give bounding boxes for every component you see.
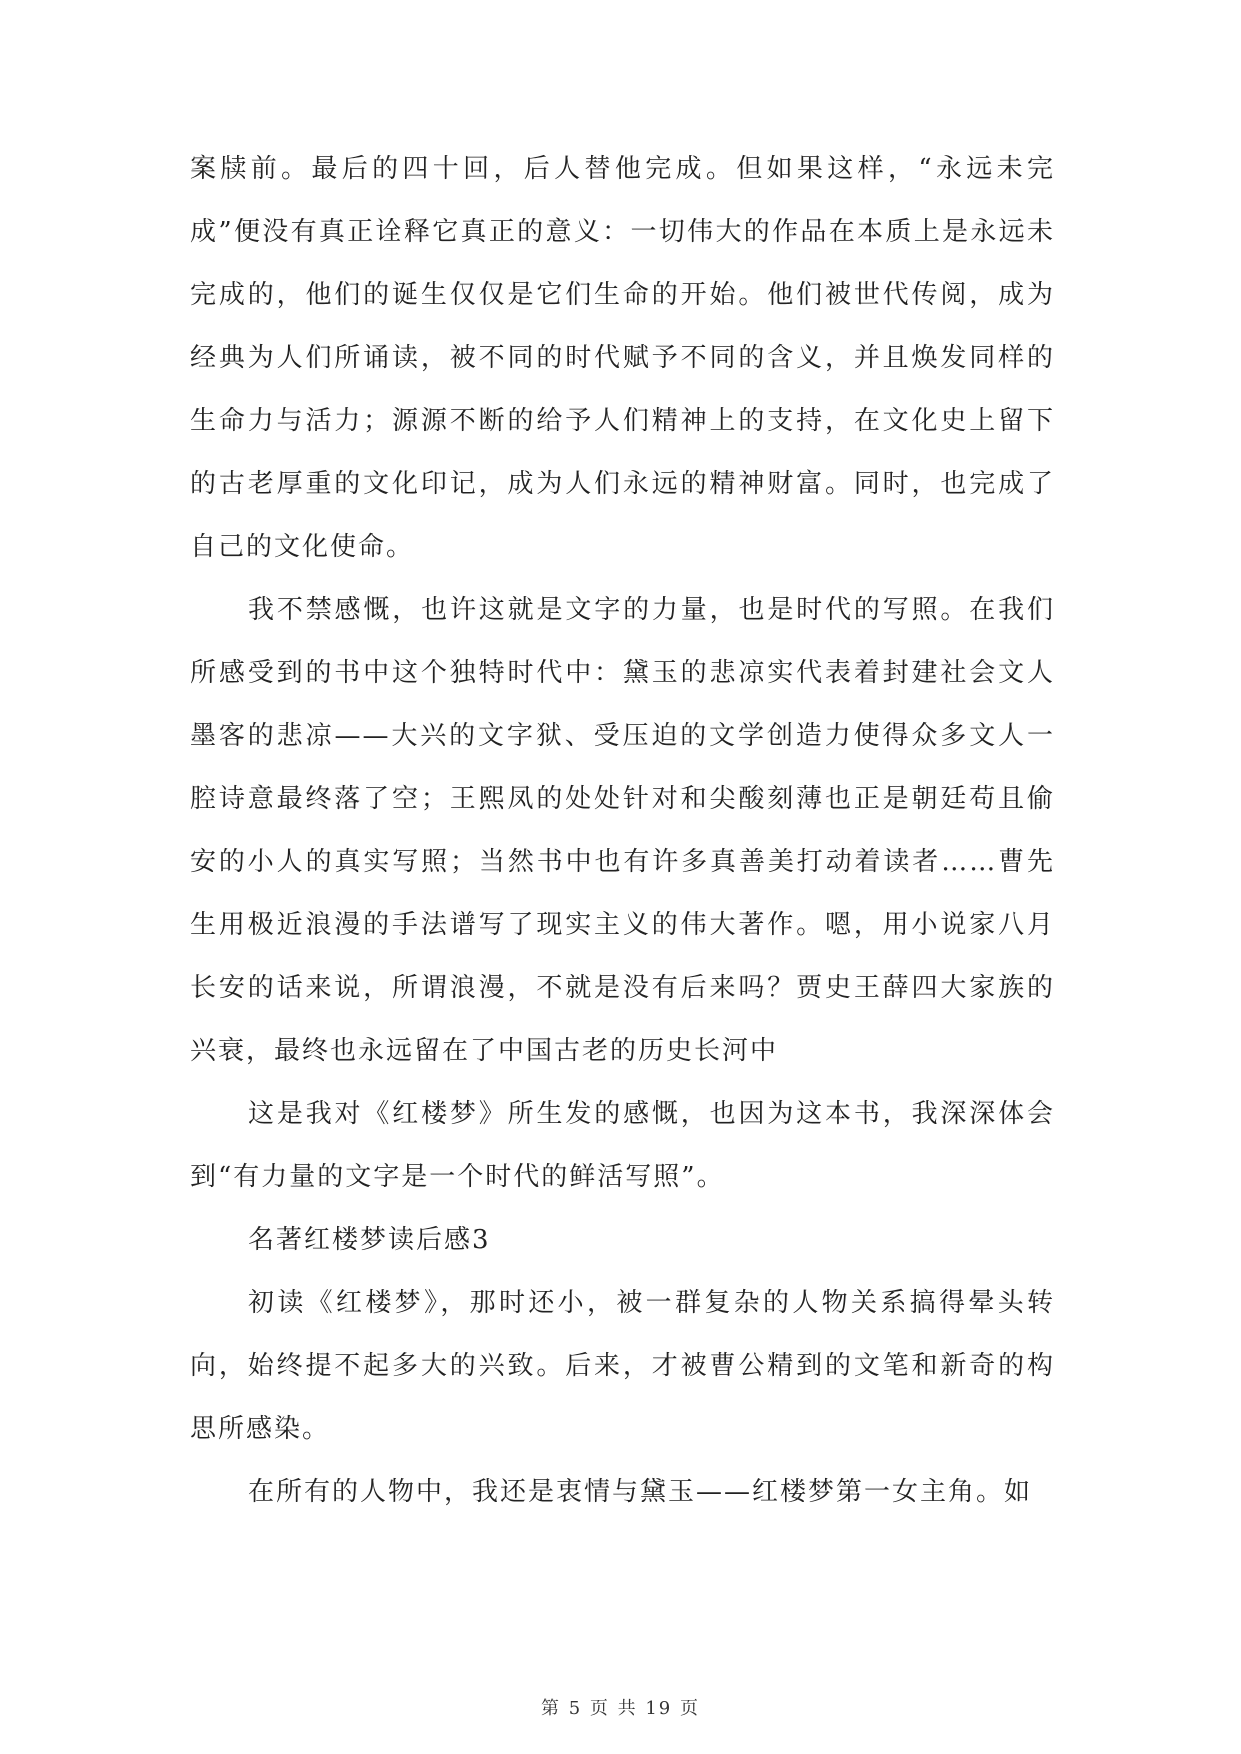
paragraph-characters: 在所有的人物中，我还是衷情与黛玉——红楼梦第一女主角。如 (248, 1477, 1033, 1507)
paragraph-first-reading: 初读《红楼梦》，那时还小，被一群复杂的人物关系搞得晕头转向，始终提不起多大的兴致。后来，才被曹公精到的文笔和新奇的构思所感染。 (190, 1288, 1055, 1444)
paragraph-continuation: 案牍前。最后的四十回，后人替他完成。但如果这样，“永远未完成”便没有真正诠释它真正的意义：一切伟大的作品在本质上是永远未完成的，他们的诞生仅仅是它们生命的开始。他们被世代传阅，成为经典为人们所诵读，被不同的时代赋予不同的含义，并且焕发同样的生命力与活力；源源不断的给予人们精神上的支持，在文化史上留下的古老厚重的文化印记，成为人们永远的精神财富。同时，也完成了自己的文化使命。 (190, 154, 1055, 562)
paragraph-reflection: 我不禁感慨，也许这就是文字的力量，也是时代的写照。在我们所感受到的书中这个独特时代中：黛玉的悲凉实代表着封建社会文人墨客的悲凉——大兴的文字狱、受压迫的文学创造力使得众多文人一腔诗意最终落了空；王熙凤的处处针对和尖酸刻薄也正是朝廷苟且偷安的小人的真实写照；当然书中也有许多真善美打动着读者……曹先生用极近浪漫的手法谱写了现实主义的伟大著作。嗯，用小说家八月长安的话来说，所谓浪漫，不就是没有后来吗？贾史王薛四大家族的兴衰，最终也永远留在了中国古老的历史长河中 (190, 595, 1055, 1066)
section-heading: 名著红楼梦读后感3 (248, 1225, 491, 1255)
page-footer: 第 5 页 共 19 页 (541, 1698, 700, 1719)
paragraph-conclusion: 这是我对《红楼梦》所生发的感慨，也因为这本书，我深深体会到“有力量的文字是一个时代的鲜活写照”。 (190, 1099, 1055, 1192)
body-text (190, 138, 1055, 1524)
